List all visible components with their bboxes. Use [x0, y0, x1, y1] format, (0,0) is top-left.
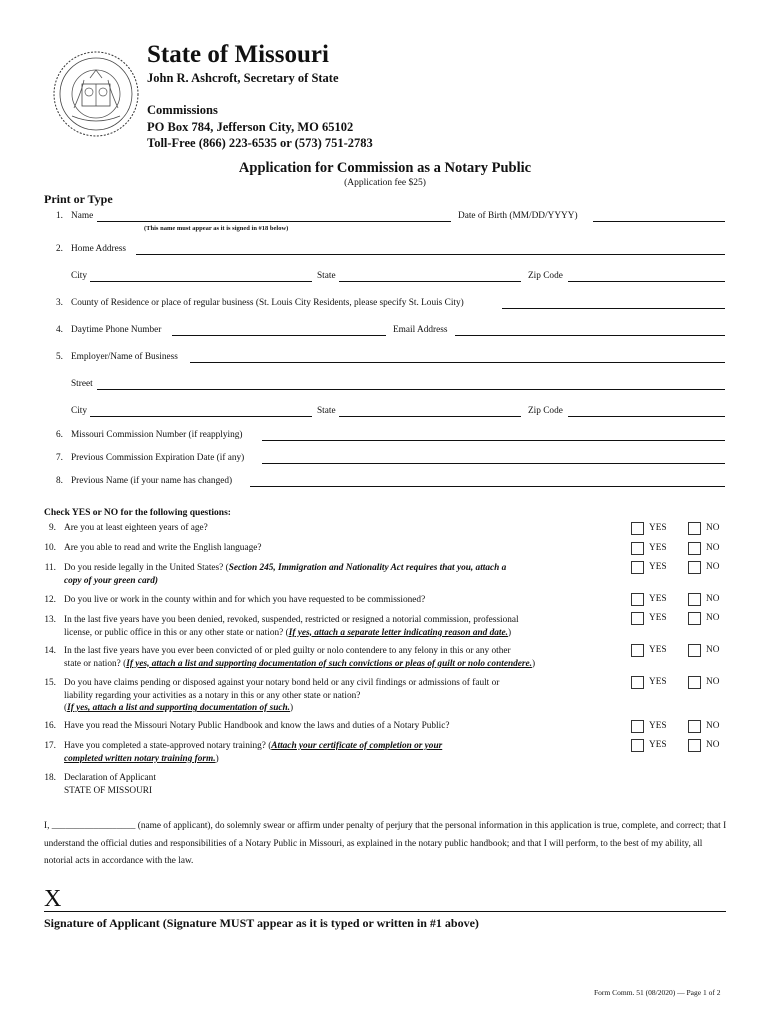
q14-yes-label: YES — [649, 645, 667, 655]
question-17: 17. Have you completed a state-approved notary training? (Attach your certificate of completion or your completed written notary training form.) — [44, 741, 443, 764]
print-or-type-label: Print or Type — [44, 192, 113, 206]
q11-yes-label: YES — [649, 562, 667, 572]
q9-no-label: NO — [706, 523, 720, 533]
q14-no-label: NO — [706, 645, 720, 655]
q17-yes-checkbox[interactable] — [631, 739, 644, 752]
field-7-number: 7. — [56, 453, 63, 463]
business-city-input-line[interactable] — [90, 416, 312, 417]
q15-yes-label: YES — [649, 677, 667, 687]
form-footer: Form Comm. 51 (08/2020) — Page 1 of 2 — [594, 988, 721, 997]
q12-no-label: NO — [706, 594, 720, 604]
q14-no-checkbox[interactable] — [688, 644, 701, 657]
commission-number-label: Missouri Commission Number (if reapplying) — [71, 430, 243, 440]
previous-name-label: Previous Name (if your name has changed) — [71, 476, 233, 486]
business-state-label: State — [317, 406, 336, 416]
name-note: (This name must appear as it is signed in #18 below) — [144, 225, 289, 232]
q13-no-checkbox[interactable] — [688, 612, 701, 625]
q13-yes-checkbox[interactable] — [631, 612, 644, 625]
previous-name-input-line[interactable] — [250, 486, 725, 487]
field-6-number: 6. — [56, 430, 63, 440]
declaration-text: I, __________________ (name of applicant), do solemnly swear or affirm under penalty of perjury that the personal information in this application is true, complete, and correct; that I understand the official duties and responsibilities of a Notary Public in Missouri, as explained in the notary public handbook; and that I will perform, to the best of my ability, all notorial acts in accordance with the law. — [44, 821, 727, 866]
phone-input-line[interactable] — [172, 335, 386, 336]
field-8-number: 8. — [56, 476, 63, 486]
question-15: 15. Do you have claims pending or disposed against your notary bond held or any civil findings or admissions of fault or liability regarding your activities as a notary in this or any other state or nation? (If yes, attach a list and supporting documentation of such.) — [44, 678, 500, 714]
dob-label: Date of Birth (MM/DD/YYYY) — [458, 211, 578, 221]
business-zip-input-line[interactable] — [568, 416, 725, 417]
email-input-line[interactable] — [455, 335, 725, 336]
page-title: State of Missouri — [147, 41, 329, 68]
field-2-number: 2. — [56, 244, 63, 254]
department: Commissions — [147, 103, 218, 117]
q15-yes-checkbox[interactable] — [631, 676, 644, 689]
q16-no-label: NO — [706, 721, 720, 731]
q17-no-label: NO — [706, 740, 720, 750]
expiration-date-input-line[interactable] — [262, 463, 725, 464]
missouri-state-seal-icon — [52, 50, 140, 138]
question-18: 18. Declaration of Applicant STATE OF MISSOURI — [44, 773, 156, 796]
field-4-number: 4. — [56, 325, 63, 335]
secretary-name: John R. Ashcroft, Secretary of State — [147, 71, 339, 85]
q17-yes-label: YES — [649, 740, 667, 750]
field-3-number: 3. — [56, 298, 63, 308]
q16-yes-label: YES — [649, 721, 667, 731]
q15-no-checkbox[interactable] — [688, 676, 701, 689]
home-city-input-line[interactable] — [90, 281, 312, 282]
business-zip-label: Zip Code — [528, 406, 563, 416]
employer-label: Employer/Name of Business — [71, 352, 178, 362]
question-13: 13. In the last five years have you been denied, revoked, suspended, restricted or resigned a notorial commission, professional license, or public office in this or any other state or nation? (If yes, attach a separate letter indicating reason and date.) — [44, 615, 519, 638]
q16-no-checkbox[interactable] — [688, 720, 701, 733]
signature-line[interactable] — [44, 911, 726, 912]
q10-no-checkbox[interactable] — [688, 542, 701, 555]
q15-no-label: NO — [706, 677, 720, 687]
name-input-line[interactable] — [97, 221, 451, 222]
expiration-date-label: Previous Commission Expiration Date (if any) — [71, 453, 245, 463]
employer-input-line[interactable] — [190, 362, 725, 363]
q10-yes-checkbox[interactable] — [631, 542, 644, 555]
questions-header: Check YES or NO for the following questions: — [44, 508, 231, 518]
commission-number-input-line[interactable] — [262, 440, 725, 441]
q16-yes-checkbox[interactable] — [631, 720, 644, 733]
county-input-line[interactable] — [502, 308, 725, 309]
question-14: 14. In the last five years have you ever been convicted of or pled guilty or nolo contendere to any felony in this or any other state or nation? (If yes, attach a list and supporting documentation of such convictions or pleas of guilt or nolo contendere.) — [44, 646, 536, 669]
field-1-number: 1. — [56, 211, 63, 221]
home-address-label: Home Address — [71, 244, 127, 254]
home-address-input-line[interactable] — [136, 254, 725, 255]
q9-yes-checkbox[interactable] — [631, 522, 644, 535]
field-5-number: 5. — [56, 352, 63, 362]
name-label: Name — [71, 211, 94, 221]
home-state-input-line[interactable] — [339, 281, 521, 282]
q9-no-checkbox[interactable] — [688, 522, 701, 535]
q14-yes-checkbox[interactable] — [631, 644, 644, 657]
email-label: Email Address — [393, 325, 448, 335]
q11-no-label: NO — [706, 562, 720, 572]
form-title: Application for Commission as a Notary Public — [238, 160, 532, 176]
q17-no-checkbox[interactable] — [688, 739, 701, 752]
q12-no-checkbox[interactable] — [688, 593, 701, 606]
q10-yes-label: YES — [649, 543, 667, 553]
business-state-input-line[interactable] — [339, 416, 521, 417]
q10-no-label: NO — [706, 543, 720, 553]
home-zip-input-line[interactable] — [568, 281, 725, 282]
mailing-address: PO Box 784, Jefferson City, MO 65102 — [147, 120, 354, 134]
q12-yes-checkbox[interactable] — [631, 593, 644, 606]
phone-label: Daytime Phone Number — [71, 325, 162, 335]
home-state-label: State — [317, 271, 336, 281]
q11-yes-checkbox[interactable] — [631, 561, 644, 574]
county-label: County of Residence or place of regular business (St. Louis City Residents, please specify St. Louis City) — [71, 298, 464, 308]
q12-yes-label: YES — [649, 594, 667, 604]
home-zip-label: Zip Code — [528, 271, 563, 281]
signature-x-mark: X — [44, 886, 62, 912]
phone-numbers: Toll-Free (866) 223-6535 or (573) 751-2783 — [147, 136, 373, 150]
business-street-label: Street — [71, 379, 93, 389]
q9-yes-label: YES — [649, 523, 667, 533]
application-fee: (Application fee $25) — [344, 178, 426, 188]
dob-input-line[interactable] — [593, 221, 725, 222]
business-street-input-line[interactable] — [97, 389, 725, 390]
question-11: 11. Do you reside legally in the United States? (Section 245, Immigration and Nationality Act requires that you, attach a copy of your green card) — [44, 563, 507, 586]
q13-no-label: NO — [706, 613, 720, 623]
business-city-label: City — [71, 406, 88, 416]
q13-yes-label: YES — [649, 613, 667, 623]
signature-label: Signature of Applicant (Signature MUST appear as it is typed or written in #1 above) — [44, 916, 479, 930]
q11-no-checkbox[interactable] — [688, 561, 701, 574]
home-city-label: City — [71, 271, 88, 281]
